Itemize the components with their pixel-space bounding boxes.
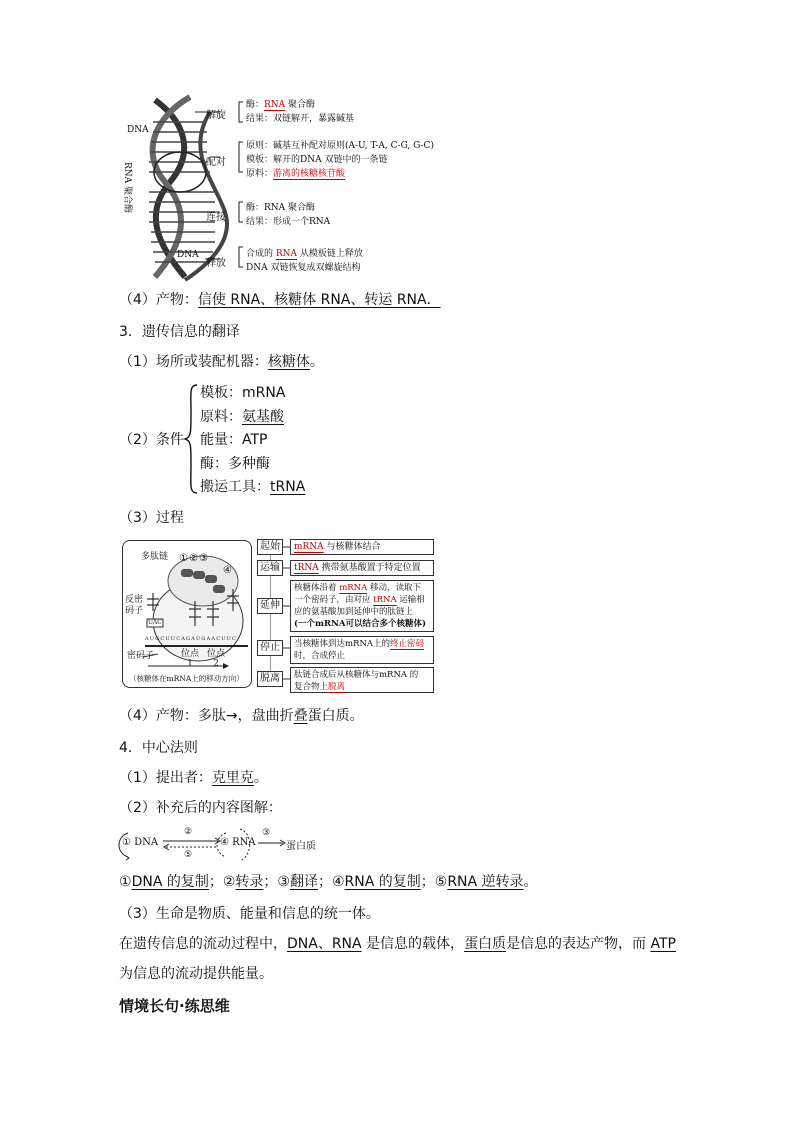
stage-termination: 停止 [257,640,283,656]
ribosome-diagram [122,540,252,688]
stage-transport-desc: tRNA 携带氨基酸置于特定位置 [290,560,434,576]
translation-product [119,706,364,726]
text: 聚合酶 [285,100,316,110]
step-release-name: 释放 [206,258,226,269]
stage-elongation-desc: 核糖体沿着 mRNA 移动，读取下 一个密码子，由对应 tRNA 运输相 应的氨基酸加到延伸中的肽链上 (一个mRNA可以结合多个核糖体) [290,580,434,632]
central-dogma-proposer: （1）提出者：克里克。 [119,770,268,786]
dna-label-bottom: DNA [177,250,199,260]
section-4-heading: 4．中心法则 [119,740,198,756]
translation-figure [122,536,436,694]
codon-label: 密码子 [127,651,155,661]
answer-rna: RNA [275,249,298,259]
step-pair-details [246,139,434,181]
translation-place [119,352,324,372]
text: 蛋白质。 [307,708,364,724]
dna-label-top: DNA [127,125,149,135]
text: 原料： [246,169,274,179]
condition-item: 模板：mRNA [200,385,286,401]
conditions-label: （2）条件 [119,432,184,448]
node-protein: 蛋白质 [286,841,316,852]
text: 酶：RNA 聚合酶 [246,203,316,213]
section-title: 情境长句·练思维 [119,997,230,1015]
central-dogma-diagram [118,825,338,865]
conditions-list [200,382,305,500]
text: 。 [309,354,324,370]
text: 酶： [246,100,265,110]
condition-item: 原料：氨基酸 [200,408,284,425]
text: （4）产物：多肽→，盘曲折 [119,708,294,724]
node-dna: ① DNA [122,837,159,848]
step-unwind-name: 解旋 [206,110,226,121]
unity-statement: （3）生命是物质、能量和信息的统一体。 [119,906,380,922]
text: （4）产物： [119,292,198,308]
condition-item: 搬运工具：tRNA [200,479,306,495]
stage-termination-desc: 当核糖体到达mRNA上的终止密码 时，合成停止 [290,636,434,664]
stage-release: 脱离 [257,671,283,687]
brace-icon [183,383,199,495]
step-unwind-details [246,98,354,126]
step-link-name: 连接 [206,212,226,223]
info-flow-paragraph-line1: 在遗传信息的流动过程中，DNA、RNA 是信息的载体，蛋白质是信息的表达产物，而 ATP [119,936,676,952]
info-flow-paragraph-line2: 为信息的流动提供能量。 [119,966,273,982]
step-release-details [246,247,363,275]
stage-initiation: 起始 [257,539,283,555]
mrna-sequence: A U G C U U C A G A U G A A C U U C [145,636,236,642]
step-number-3: ③ [199,553,208,564]
anticodon-label: 反密 码子 [125,595,144,616]
diagram-label: （2）补充后的内容图解： [119,800,282,816]
direction-label: （核糖体在mRNA上的移动方向） [129,674,244,683]
answer-nucleotides: 游离的核糖核苷酸 [273,169,346,179]
step-link-details [246,201,330,229]
polypeptide-label: 多肽链 [141,552,169,562]
stage-transport: 运输 [257,560,283,576]
arrow-2-label: ② [184,827,193,837]
text: 结果：双链解开，暴露碱基 [246,114,355,124]
text: 从模板链上释放 [297,249,363,259]
process-label: （3）过程 [119,510,184,526]
transcription-figure [115,92,445,282]
rna-polymerase-side-label: RNA 聚合酶 [122,162,132,214]
central-dogma-answers: ①DNA 的复制；②转录；③翻译；④RNA 的复制；⑤RNA 逆转录。 [119,874,538,890]
text: DNA 双链恢复成双螺旋结构 [246,263,361,273]
stage-release-desc: 肽链合成后从核糖体与mRNA 的 复合物上脱离 [290,667,434,693]
condition-item: 能量：ATP [200,432,268,448]
arrow-5-label: ⑤ [184,850,193,860]
arrow-3-label: ③ [262,828,271,838]
text: （1）场所或装配机器： [119,354,268,370]
text: 原则：碱基互补配对原则(A-U, T-A, C-G, G-C) [246,141,434,151]
stage-elongation: 延伸 [257,598,283,614]
node-rna: ④ RNA [220,837,256,848]
section-3-heading: 3．遗传信息的翻译 [119,324,240,340]
step-number-1: ① [179,553,188,564]
answer: 核糖体 [267,354,310,370]
text: 结果：形成一个RNA [246,217,331,227]
answer: 叠 [293,708,308,724]
text: 模板：解开的DNA 双链中的一条链 [246,155,388,165]
answer-rna: RNA [264,100,286,110]
condition-item: 酶：多种酶 [200,455,270,472]
site-1-label: 位点 1 [181,649,200,669]
transcription-product [119,290,441,310]
text: 合成的 [246,249,276,259]
site-2-label: 位点 2 [207,649,226,669]
stage-initiation-desc: mRNA 与核糖体结合 [290,539,434,555]
step-number-2: ② [189,553,198,564]
uac-label: UAC [148,619,162,626]
step-pair-name: 配对 [206,157,226,168]
answer: 信使 RNA、核糖体 RNA、转运 RNA． [197,292,441,308]
step-number-4: ④ [223,565,232,576]
